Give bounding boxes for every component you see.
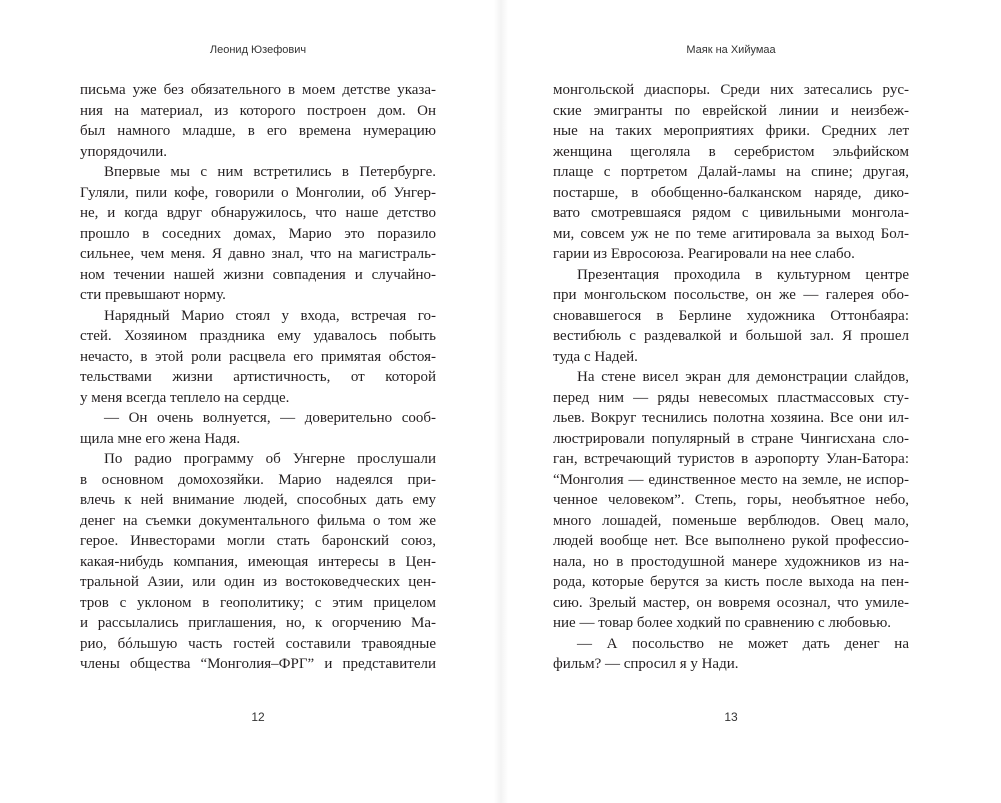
paragraph (553, 80, 909, 265)
paragraph (80, 80, 436, 162)
text-line: герое. Инвесторами могли стать баронский союз, (80, 533, 436, 549)
text-line: — Он очень волнуется, — доверительно сооб- (104, 410, 436, 426)
text-line: ние — товар более ходкий по сравнению с любовью. (553, 615, 892, 631)
text-line: тральной Азии, или один из востоковедческих цен- (80, 574, 436, 590)
text-line: монгольской диаспоры. Среди них затесались рус- (553, 82, 909, 98)
text-line: На стене висел экран для демонстрации слайдов, (577, 369, 909, 385)
page-number: 12 (251, 710, 265, 724)
running-head-author: Леонид Юзефович (209, 44, 307, 56)
text-line: какая-нибудь компания, имеющая интересы в Цен- (80, 553, 436, 570)
text-line: плаще с портретом Далай-ламы на спине; другая, (553, 164, 909, 180)
text-line: ния на материал, из которого построен дом. Он (80, 102, 436, 119)
book-gutter (494, 0, 508, 803)
text-line: упорядочили. (80, 143, 168, 160)
text-line: нала, но в простодушной манере художников из на- (553, 553, 909, 570)
text-line: гарии из Евросоюза. Реагировали на нее слабо. (553, 246, 855, 262)
text-line: Презентация проходила в культурном центре (577, 266, 909, 283)
text-line: Впервые мы с ним встретились в Петербурге. (104, 164, 436, 180)
text-line: у меня всегда теплело на сердце. (80, 389, 290, 406)
text-line: ные на таких мероприятиях фрики. Средних лет (553, 123, 909, 139)
text-line: денег на съемки документального фильма о том же (80, 512, 436, 529)
text-line: рода, которые берутся за кисть после выхода на пен- (553, 574, 909, 590)
text-line: льев. Вокруг теснились полотна хозяина. Все они ил- (553, 410, 909, 426)
page-body (553, 80, 909, 675)
text-line: вато смотревшаяся рядом с цивильными монгола- (553, 205, 909, 221)
text-line: Гуляли, пили кофе, говорили о Монголии, об Унгер- (80, 184, 436, 201)
text-line: По радио программу об Унгерне прослушали (104, 451, 436, 467)
text-line: ми, совсем уж не по теме агитировала за выход Бол- (553, 225, 909, 242)
text-line: сти превышают норму. (80, 287, 226, 303)
paragraph (553, 265, 909, 368)
text-line: сию. Зрелый мастер, он вовремя осознал, что умиле- (553, 594, 909, 611)
text-line: члены общества “Монголия–ФРГ” и представители (80, 656, 436, 672)
text-line: и рассылались приглашения, но, к огорчению Ма- (80, 615, 436, 631)
text-line: вестибюль с раздевалкой и большой зал. Я прошел (553, 328, 909, 344)
text-line: постарше, в обобщенно-балканском наряде, дико- (553, 184, 909, 201)
paragraph (80, 449, 436, 675)
text-line: прошло в соседних домах, Марио это поразило (80, 225, 436, 242)
text-line: ном течении нашей жизни совпадения и случайно- (80, 266, 436, 283)
page-body (80, 80, 436, 675)
text-line: тельствами жизни артистичность, от которой (80, 369, 436, 385)
text-line: сильнее, чем меня. Я давно знал, что на магистраль- (80, 246, 436, 262)
paragraph (80, 408, 436, 449)
text-line: тров с уклоном в геополитику; с этим прицелом (80, 594, 436, 611)
running-head-title: Маяк на Хийумаа (686, 44, 776, 56)
text-line: ган, встречающий туристов в аэропорту Улан-Батора: (553, 451, 909, 467)
text-line: щила мне его жена Надя. (80, 430, 241, 447)
text-line: Нарядный Марио стоял у входа, встречая го- (104, 307, 436, 324)
text-line: при монгольском посольстве, он же — галерея обо- (553, 287, 909, 303)
text-line: перед ним — ряды невесомых пластмассовых сту- (553, 389, 909, 406)
text-line: письма уже без обязательного в моем детстве указа- (80, 82, 436, 98)
text-line: был намного младше, в его времена нумерацию (80, 123, 436, 139)
text-line: туда с Надей. (553, 348, 638, 365)
paragraph (80, 162, 436, 306)
text-line: ченное человеком”. Степь, горы, необъятное небо, (553, 492, 909, 508)
text-line: женщина щеголяла в серебристом эльфийском (553, 143, 909, 160)
text-line: — А посольство не может дать денег на (577, 635, 909, 652)
text-line: сновавшегося в Берлине художника Оттонбаяра: (553, 307, 909, 324)
paragraph (553, 367, 909, 634)
text-line: людей вообще нет. Все выполнено рукой профессио- (553, 533, 909, 549)
text-line: влечь к ней внимание людей, способных дать ему (80, 492, 436, 508)
text-line: ские эмигранты по еврейской линии и неизбеж- (553, 102, 909, 119)
text-line: “Монголия — единственное место на земле, не испор- (553, 471, 909, 488)
text-line: стей. Хозяином праздника ему удавалось побыть (80, 328, 436, 344)
page-number: 13 (724, 710, 738, 724)
text-line: рио, бóльшую часть гостей составили травоядные (80, 635, 436, 652)
text-line: не, и когда вдруг обнаружилось, что наше детство (80, 205, 436, 221)
paragraph (80, 306, 436, 409)
text-line: в основном домохозяйки. Марио надеялся при- (80, 471, 436, 488)
text-line: фильм? — спросил я у Нади. (553, 656, 739, 672)
text-line: нечасто, в этой роли расцвела его примятая обстоя- (80, 348, 436, 365)
text-line: много лошадей, поменьше верблюдов. Овец мало, (553, 512, 909, 529)
paragraph (553, 634, 909, 675)
text-line: люстрировали популярный в стране Чингисхана сло- (553, 430, 909, 447)
